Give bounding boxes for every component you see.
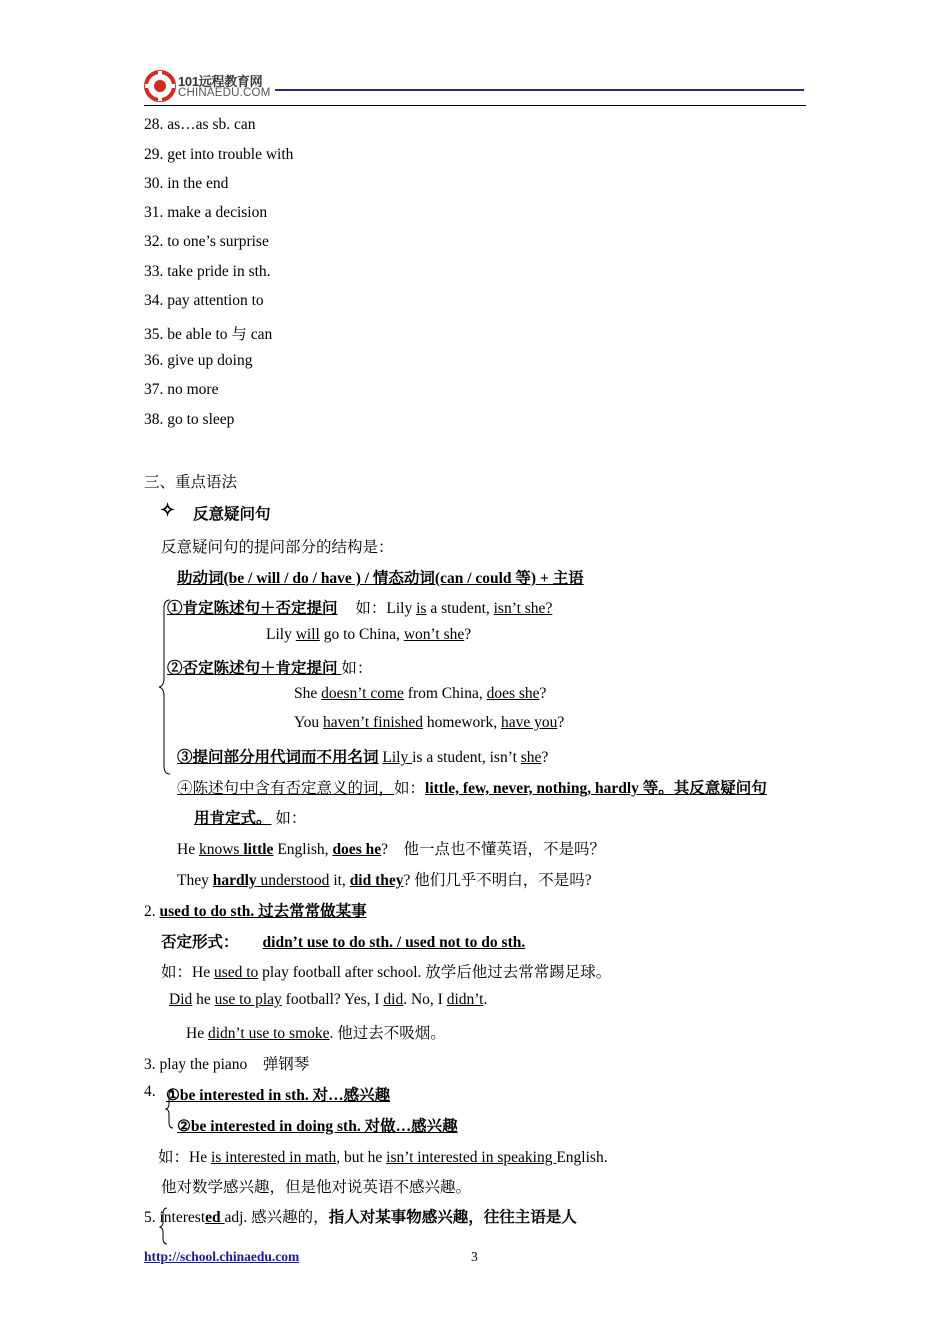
rule-1-example-2: [266, 626, 471, 644]
list-item: 32. to one’s surprise: [144, 233, 269, 250]
list-item: 31. make a decision: [144, 204, 268, 221]
list-item: 29. get into trouble with: [144, 146, 294, 163]
text: 他一点也不懂英语，不是吗？: [388, 841, 606, 858]
rule-2-example-1: [294, 685, 546, 703]
header-rule-blue: [275, 89, 804, 91]
text: won’t she: [403, 626, 465, 643]
item-5-brace: [159, 1206, 169, 1246]
text: a student,: [426, 600, 494, 617]
text: knows: [198, 841, 244, 858]
text: have you: [500, 714, 558, 731]
header-rule-black: [144, 105, 806, 106]
list-item: 37. no more: [144, 381, 219, 398]
text: haven’t finished: [323, 714, 424, 731]
text: she: [520, 749, 542, 766]
rule-3-line: [177, 745, 548, 767]
list-item: 35. be able to 与 can: [144, 326, 273, 343]
item-2-example-2: [169, 991, 487, 1009]
text: Lily: [382, 749, 413, 766]
text: football? Yes, I: [281, 991, 384, 1008]
rule-4-ru: 如：: [394, 780, 426, 797]
text: did they: [349, 872, 404, 889]
item-3: 3. play the piano 弹钢琴: [144, 1056, 310, 1073]
text: He: [177, 841, 199, 858]
text: Lily: [386, 600, 417, 617]
text: , but he: [336, 1149, 387, 1166]
item-4-example: [158, 1145, 608, 1167]
section-title: 三、重点语法: [144, 474, 238, 491]
text: ?: [541, 749, 549, 766]
text: little: [243, 841, 274, 858]
rule-1-line: [167, 596, 552, 618]
text: it,: [329, 872, 350, 889]
item-2-heading: [144, 899, 367, 921]
rule-1-ru: 如：: [355, 600, 387, 617]
text: adj. 感兴趣的，: [224, 1209, 329, 1226]
text: he: [192, 991, 215, 1008]
text: ?: [464, 626, 472, 643]
rule-2-example-2: [294, 714, 564, 732]
text: play football after school. 放学后他过去常常踢足球。: [258, 964, 612, 981]
text: English.: [556, 1149, 608, 1166]
rule-2-line: [167, 656, 372, 678]
text: doesn’t come: [321, 685, 404, 702]
text: ed: [205, 1209, 225, 1226]
rule-4-line: [177, 776, 767, 798]
text: 如：He: [158, 1149, 211, 1166]
logo-mark-icon: [144, 70, 176, 102]
text: They: [177, 872, 213, 889]
text: Lily: [266, 626, 296, 643]
text: does he: [332, 841, 382, 858]
item-2-example-1: [161, 960, 611, 982]
left-brace: [158, 598, 172, 776]
topic-heading: 反意疑问句: [193, 506, 271, 523]
text: 2.: [144, 903, 160, 920]
text: 用肯定式。: [194, 810, 272, 827]
text: use to play: [214, 991, 282, 1008]
list-item: 30. in the end: [144, 175, 229, 192]
example-he-knows: [177, 837, 605, 859]
text: 他们几乎不明白，不是吗?: [410, 872, 592, 889]
text: homework,: [423, 714, 501, 731]
text: 5.: [144, 1209, 160, 1226]
text: English,: [273, 841, 333, 858]
text: 指人对某事物感兴趣，往往主语是人: [328, 1209, 577, 1226]
text: understood: [256, 872, 330, 889]
item-4-line-1: ①be interested in sth. 对…感兴趣: [166, 1087, 391, 1104]
rule-4-line-2: [194, 806, 306, 828]
text: will: [295, 626, 320, 643]
text: Did: [169, 991, 193, 1008]
list-item: 33. take pride in sth.: [144, 263, 271, 280]
text: ?: [557, 714, 565, 731]
logo-text-cn: 101远程教育网: [178, 74, 263, 89]
item-2-negative-form: [161, 930, 525, 952]
text: interest: [159, 1209, 206, 1226]
footer-url-link[interactable]: http://school.chinaedu.com: [144, 1249, 300, 1264]
list-item: 34. pay attention to: [144, 292, 264, 309]
text: 如：He: [161, 964, 214, 981]
text: is a student, isn’t: [412, 749, 521, 766]
text: is interested in math: [210, 1149, 337, 1166]
intro-text: 反意疑问句的提问部分的结构是：: [161, 539, 394, 556]
text: 否定形式：: [161, 934, 239, 951]
text: hardly: [212, 872, 257, 889]
item-2-example-3: [186, 1021, 446, 1043]
text: does she: [486, 685, 540, 702]
text: . 他过去不吸烟。: [329, 1025, 446, 1042]
rule-1-label: ①肯定陈述句＋否定提问: [167, 600, 338, 617]
text: He: [186, 1025, 208, 1042]
text: used to do sth. 过去常常做某事: [159, 903, 367, 920]
text: ?: [539, 685, 547, 702]
text: . No, I: [403, 991, 447, 1008]
text: isn’t interested in speaking: [386, 1149, 557, 1166]
text: isn’t she?: [493, 600, 553, 617]
text: 如：: [271, 810, 307, 827]
rule-4-label: ④陈述句中含有否定意义的词，: [177, 780, 395, 797]
text: .: [483, 991, 488, 1008]
item-5: [144, 1205, 577, 1227]
example-they-hardly: [177, 868, 592, 890]
list-item: 38. go to sleep: [144, 411, 235, 428]
text: used to: [213, 964, 259, 981]
text: did: [383, 991, 404, 1008]
rule-4-words: little, few, never, nothing, hardly 等。其反意疑问句: [425, 780, 767, 797]
text: ?: [381, 841, 388, 858]
chinaedu-logo: [144, 70, 274, 104]
text: from China,: [403, 685, 487, 702]
text: didn’t use to do sth. / used not to do sth.: [262, 934, 526, 951]
item-4-line-2: ②be interested in doing sth. 对做…感兴趣: [177, 1118, 458, 1135]
text: go to China,: [319, 626, 404, 643]
list-item: 36. give up doing: [144, 352, 253, 369]
rule-2-label: ②否定陈述句＋肯定提问: [167, 660, 342, 677]
list-item: 28. as…as sb. can: [144, 116, 256, 133]
text: didn’t use to smoke: [207, 1025, 330, 1042]
text: She: [294, 685, 322, 702]
structure-formula: 助动词(be / will / do / have ) / 情态动词(can / could 等) + 主语: [177, 570, 584, 587]
page-number: 3: [471, 1249, 478, 1264]
text: ?: [403, 872, 411, 889]
sparkle-bullet-icon: ✧: [160, 500, 176, 520]
text: You: [294, 714, 324, 731]
rule-3-label: ③提问部分用代词而不用名词: [177, 749, 379, 766]
item-4-num: 4.: [144, 1083, 156, 1100]
text: didn’t: [446, 991, 484, 1008]
logo-text-en: CHINAEDU.COM: [178, 87, 271, 99]
rule-2-ru: 如：: [341, 660, 373, 677]
text: is: [416, 600, 427, 617]
item-4-example-cn: 他对数学感兴趣，但是他对说英语不感兴趣。: [161, 1179, 472, 1196]
